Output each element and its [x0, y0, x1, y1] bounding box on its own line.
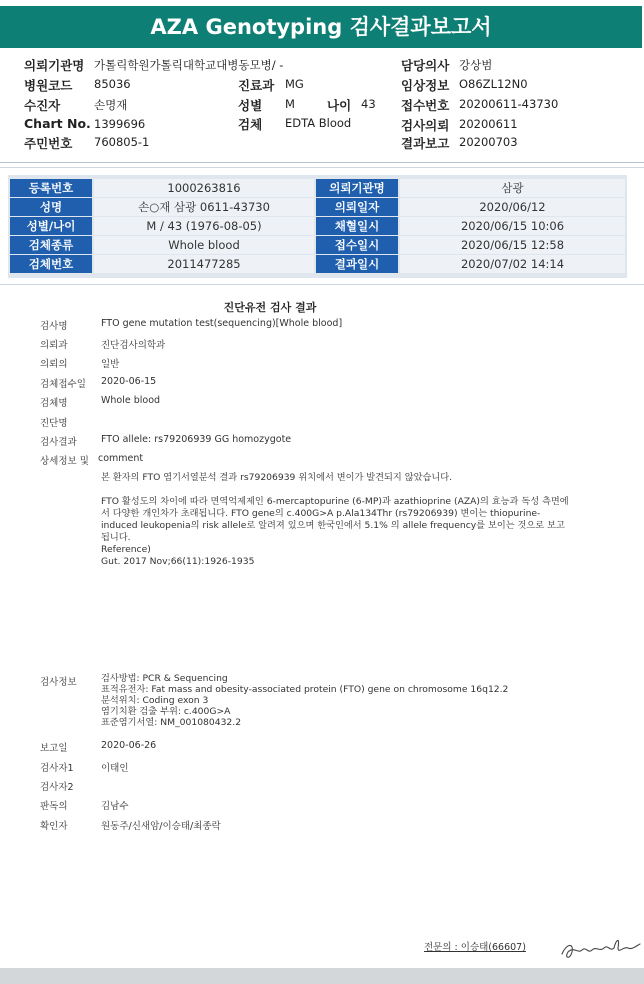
info-label: 결과일시	[316, 255, 398, 273]
hdr-chart-no-value: 1399696	[94, 117, 146, 131]
hdr-sex-value: M	[285, 97, 295, 111]
info-row	[8, 179, 627, 198]
info-label: 채혈일시	[316, 217, 398, 235]
field-label: 확인자	[40, 821, 68, 832]
field-value: 2020-06-15	[101, 376, 157, 387]
footer-bar	[0, 968, 644, 984]
hdr-patient-value: 손명재	[94, 98, 128, 112]
divider	[0, 162, 644, 163]
field-label: 검사결과	[40, 437, 77, 448]
info-value: 2011477285	[94, 255, 314, 273]
field-label: 검사명	[40, 321, 68, 332]
hdr-resident-no: 주민번호	[24, 136, 73, 151]
info-label: 검체번호	[10, 255, 92, 273]
test-info-block	[101, 673, 571, 728]
field-value: 김남수	[101, 801, 129, 812]
info-value: 2020/07/02 14:14	[400, 255, 625, 273]
hdr-receipt-no: 접수번호	[401, 98, 450, 113]
comment-paragraph-2: FTO 활성도의 차이에 따라 면역억제제인 6-mercaptopurine (6-MP)과 azathioprine (AZA)의 효능과 독성 측면에서 다양한 개인차가 초래됩니다. FTO gene의 c.400G>A p.Ala134Thr (rs79206939) 변이는 thiopurine-induced leukopenia의 risk allele로 알려져 있으며 한국인에서 5.1% 의 allele frequency를 보이는 것으로 보고됩니다.	[101, 496, 569, 543]
field-value: 이태인	[101, 763, 129, 774]
hdr-age: 나이	[327, 98, 352, 113]
info-label: 검체종류	[10, 236, 92, 254]
hdr-institution	[24, 56, 84, 74]
info-label: 의뢰일자	[316, 198, 398, 216]
report-title: AZA Genotyping 검사결과보고서	[0, 6, 642, 48]
info-label: 의뢰기관명	[316, 179, 398, 197]
field-value: 2020-06-26	[101, 740, 157, 751]
field-value: Whole blood	[101, 395, 161, 406]
hdr-specimen-value: EDTA Blood	[285, 116, 352, 130]
field-label: 검체접수일	[40, 379, 86, 390]
field-label: 검사자1	[40, 763, 74, 774]
reference-value: Gut. 2017 Nov;66(11):1926-1935	[101, 556, 255, 567]
hdr-label: 의뢰기관명	[24, 58, 85, 73]
hdr-request-date-value: 20200611	[459, 117, 518, 131]
field-label: 보고일	[40, 743, 68, 754]
info-value: 삼광	[400, 179, 625, 197]
info-label: 접수일시	[316, 236, 398, 254]
hdr-report-date-value: 20200703	[459, 135, 518, 149]
test-info-line: 표준염기서열: NM_001080432.2	[101, 717, 242, 728]
detail-comment-word: comment	[98, 453, 144, 464]
info-value: Whole blood	[94, 236, 314, 254]
hdr-receipt-no-value: 20200611-43730	[459, 97, 559, 111]
hdr-specimen: 검체	[238, 117, 263, 132]
hdr-doctor-value: 강상범	[459, 58, 493, 72]
hdr-department: 진료과	[238, 78, 275, 93]
field-value: FTO allele: rs79206939 GG homozygote	[101, 434, 292, 445]
divider	[0, 284, 644, 285]
hdr-chart-no: Chart No.	[24, 116, 91, 131]
hdr-clinical-info: 임상정보	[401, 78, 450, 93]
info-value: 2020/06/12	[400, 198, 625, 216]
reference-label: Reference)	[101, 544, 151, 555]
detail-label: 상세정보 및	[40, 456, 89, 467]
field-value: FTO gene mutation test(sequencing)[Whole blood]	[101, 318, 343, 329]
field-label: 진단명	[40, 418, 68, 429]
test-info-line: 검사방법: PCR & Sequencing	[101, 673, 228, 684]
hdr-hospital-code: 병원코드	[24, 78, 73, 93]
test-info-line: 분석위치: Coding exon 3	[101, 695, 209, 706]
hdr-request-date: 검사의뢰	[401, 118, 450, 133]
info-value: 2020/06/15 12:58	[400, 236, 625, 254]
comment-paragraph-1: 본 환자의 FTO 염기서열분석 결과 rs79206939 위치에서 변이가 발견되지 않았습니다.	[101, 472, 453, 483]
handwritten-signature	[558, 930, 642, 964]
test-info-line: 염기치환 검출 부위: c.400G>A	[101, 706, 231, 717]
info-value: 손○재 삼광 0611-43730	[94, 198, 314, 216]
field-label: 의뢰의	[40, 359, 68, 370]
field-value: 원동주/신새암/이승태/최종락	[101, 821, 221, 832]
field-label: 판독의	[40, 801, 68, 812]
hdr-doctor: 담당의사	[401, 58, 450, 73]
hdr-resident-no-value: 760805-1	[94, 135, 150, 149]
hdr-clinical-info-value: O86ZL12N0	[459, 77, 528, 91]
field-label: 검사자2	[40, 782, 74, 793]
test-info-line: 표적유전자: Fat mass and obesity-associated protein (FTO) gene on chromosome 16q12.2	[101, 684, 509, 695]
divider	[0, 167, 644, 168]
field-value: 진단검사의학과	[101, 340, 166, 351]
field-value: 일반	[101, 359, 120, 370]
info-value: 2020/06/15 10:06	[400, 217, 625, 235]
info-row	[8, 198, 627, 217]
hdr-department-value: MG	[285, 77, 304, 91]
hdr-patient: 수진자	[24, 98, 61, 113]
info-row	[8, 236, 627, 255]
info-label: 성명	[10, 198, 92, 216]
hdr-hospital-code-value: 85036	[94, 77, 131, 91]
result-title: 진단유전 검사 결과	[223, 301, 317, 314]
info-label: 성별/나이	[10, 217, 92, 235]
hdr-institution-value: 가톨릭학원가톨릭대학교대병동모병/ -	[94, 58, 284, 72]
field-label: 의뢰과	[40, 340, 68, 351]
test-info-label: 검사정보	[40, 677, 77, 688]
info-label: 등록번호	[10, 179, 92, 197]
info-row	[8, 217, 627, 236]
field-label: 검체명	[40, 398, 68, 409]
specialist-signature-label: 전문의 : 이승태(66607)	[424, 942, 526, 953]
hdr-sex: 성별	[238, 98, 263, 113]
hdr-age-value: 43	[361, 97, 376, 111]
hdr-report-date: 결과보고	[401, 136, 450, 151]
info-row	[8, 255, 627, 274]
info-value: M / 43 (1976-08-05)	[94, 217, 314, 235]
info-value: 1000263816	[94, 179, 314, 197]
